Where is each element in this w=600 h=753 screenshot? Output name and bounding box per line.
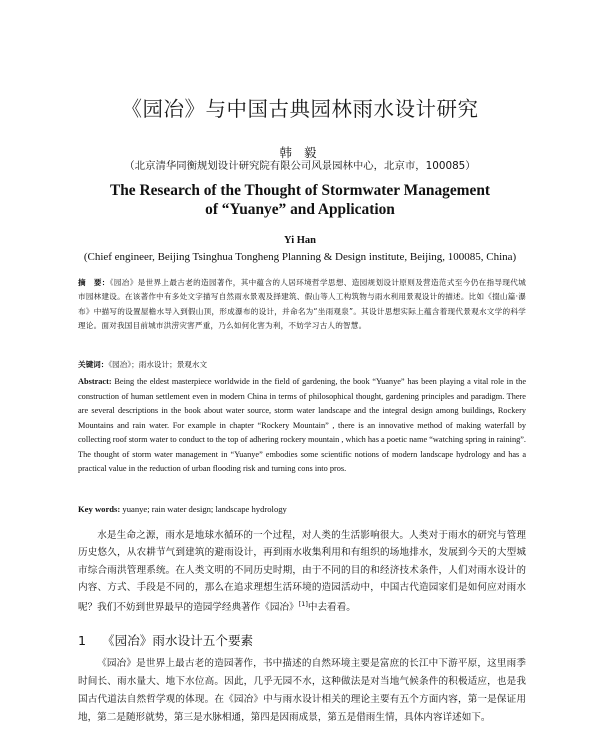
- keywords-english-label: Key words:: [78, 504, 121, 514]
- keywords-chinese-label: 关键词：: [78, 360, 109, 369]
- section-heading: [78, 630, 526, 649]
- abstract-chinese-text: 《园冶》是世界上最古老的造园著作，其中蕴含的人居环境哲学思想、造园规划设计原则及营造范式至今仍在指导现代城市园林建设。在该著作中有多处文字描写自然雨水景观及择建筑、假山等人工构筑物与雨水利用景观设计的描述。比如《掇山篇·瀑布》中描写的设置屋檐水导入到假山顶，形成瀑布的设计，并命名为“坐雨观泉”。其设计思想实际上蕴含着现代景观水文学的科学理论。面对我国目前城市洪涝灾害严重，乃么如何化害为利，不妨学习古人的智慧。: [78, 278, 526, 331]
- abstract-english-label: Abstract:: [78, 377, 112, 386]
- abstract-english-text: Being the eldest masterpiece worldwide in the field of gardening, the book “Yuanye” has been playing a vital role in the construction of human settlement even in modern China in terms of philosophical thought, gardening principles and paradigm. There are several descriptions in the book about water source, storm water landscape and the integral design among buildings, Rockery Mountains and rain water. For example in chapter “Rockery Mountain” , there is an innovative method of making waterfall by collecting roof storm water to conduct to the top of adhering rockery mountain , which has a poetic name “watching spring in raining”. The thought of storm water management in “Yuanye” embodies some scientific notions of modern landscape hydrology and has a practical value in the reduction of urban flooding risk and turning cons into pros.: [78, 377, 527, 474]
- keywords-english-text: yuanye; rain water design; landscape hydrology: [122, 504, 287, 514]
- affiliation-english: (Chief engineer, Beijing Tsinghua Tongheng Planning & Design institute, Beijing, 100085, China): [83, 251, 517, 263]
- introduction-text-b: 中去看看。: [307, 602, 356, 614]
- citation-superscript: [1]: [298, 600, 308, 609]
- keywords-english: [78, 504, 526, 514]
- introduction-text-a: 水是生命之源，雨水是地球水循环的一个过程，对人类的生活影响很大。人类对于雨水的研究与管理历史悠久，从农耕节气到建筑的避雨设计，再到雨水收集利用和有组织的场地排水，发展到今天的大型城市综合雨洪管理系统。在人类文明的不同历史时期，由于不同的目的和经济技术条件，人们对雨水设计的内容、方式、手段是不同的，那么在追求理想生活环境的造园活动中，中国古代造园家们是如何应对雨水呢？我们不妨到世界最早的造园学经典著作《园冶》: [78, 530, 526, 614]
- abstract-chinese: [78, 276, 526, 334]
- keywords-chinese: [78, 359, 526, 370]
- abstract-english: [78, 375, 526, 477]
- section-number: 1: [78, 633, 87, 648]
- section-title: 《园冶》雨水设计五个要素: [102, 633, 254, 648]
- author-name-chinese: 韩 毅: [279, 145, 321, 160]
- author-name-english: Yi Han: [284, 235, 316, 246]
- paper-title-english-line-1: The Research of the Thought of Stormwater Management: [109, 182, 491, 199]
- section-paragraph: 《园冶》是世界上最古老的造园著作，书中描述的自然环境主要是富庶的长江中下游平原，这里雨季时间长、雨水量大、地下水位高。因此，几乎无园不水，这种做法是对当地气候条件的积极适应，也是我国古代道法自然哲学观的体现。在《园冶》中与雨水设计相关的理论主要有五个方面内容，第一是保证用地，第二是随形就势，第三是水脉相通，第四是因雨成景，第五是借雨生情，具体内容详述如下。: [78, 658, 526, 723]
- paper-title-english-line-2: of “Yuanye” and Application: [205, 201, 395, 218]
- keywords-chinese-text: 《园冶》；雨水设计；景观水文: [108, 360, 208, 369]
- abstract-chinese-label: 摘 要：: [78, 278, 110, 287]
- introduction-paragraph: [78, 527, 526, 617]
- paper-title-english: [0, 181, 600, 219]
- paper-title-chinese: 《园冶》与中国古典园林雨水设计研究: [121, 97, 479, 121]
- affiliation-chinese: （北京清华同衡规划设计研究院有限公司风景园林中心，北京市，100085）: [124, 160, 476, 172]
